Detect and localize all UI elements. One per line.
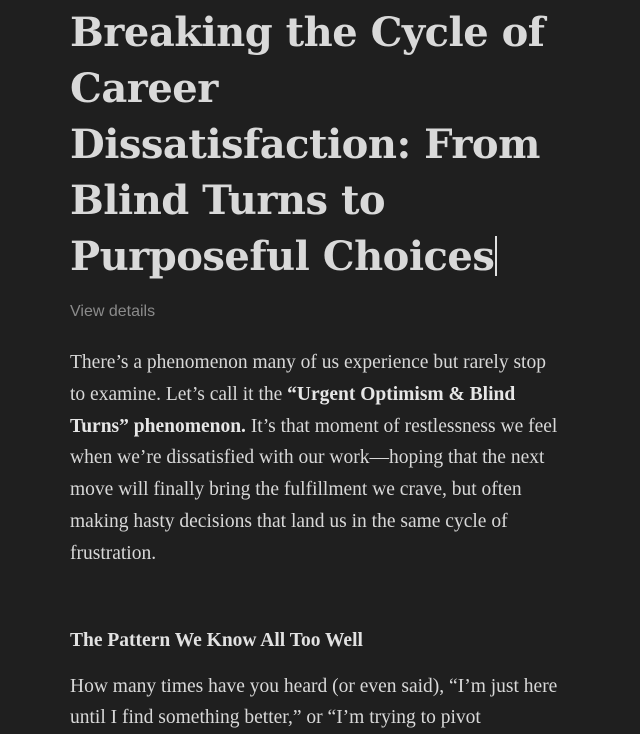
intro-bold-phrase: “Urgent Optimism & Blind Turns” phenomenon. (70, 383, 516, 437)
document-title-text: Breaking the Cycle of Career Dissatisfaction: From Blind Turns to Purposeful Choices (70, 9, 545, 280)
text-cursor (495, 236, 497, 276)
intro-text-part2: It’s that moment of restlessness we feel when we’re dissatisfied with our work—hoping that the next move will finally bring the fulfillment we crave, but often making hasty decisions that land us in the same cycle of frustration. (70, 415, 558, 564)
section-heading[interactable]: The Pattern We Know All Too Well (70, 629, 363, 651)
document-editor[interactable] (70, 0, 570, 734)
intro-paragraph[interactable] (70, 347, 560, 570)
section-paragraph[interactable]: How many times have you heard (or even said), “I’m just here until I find something better,” or “I’m trying to pivot (70, 675, 558, 729)
document-title[interactable] (70, 0, 570, 285)
intro-text-part1: There’s a phenomenon many of us experience but rarely stop to examine. Let’s call it the (70, 352, 546, 405)
view-details-link[interactable]: View details (70, 303, 156, 320)
